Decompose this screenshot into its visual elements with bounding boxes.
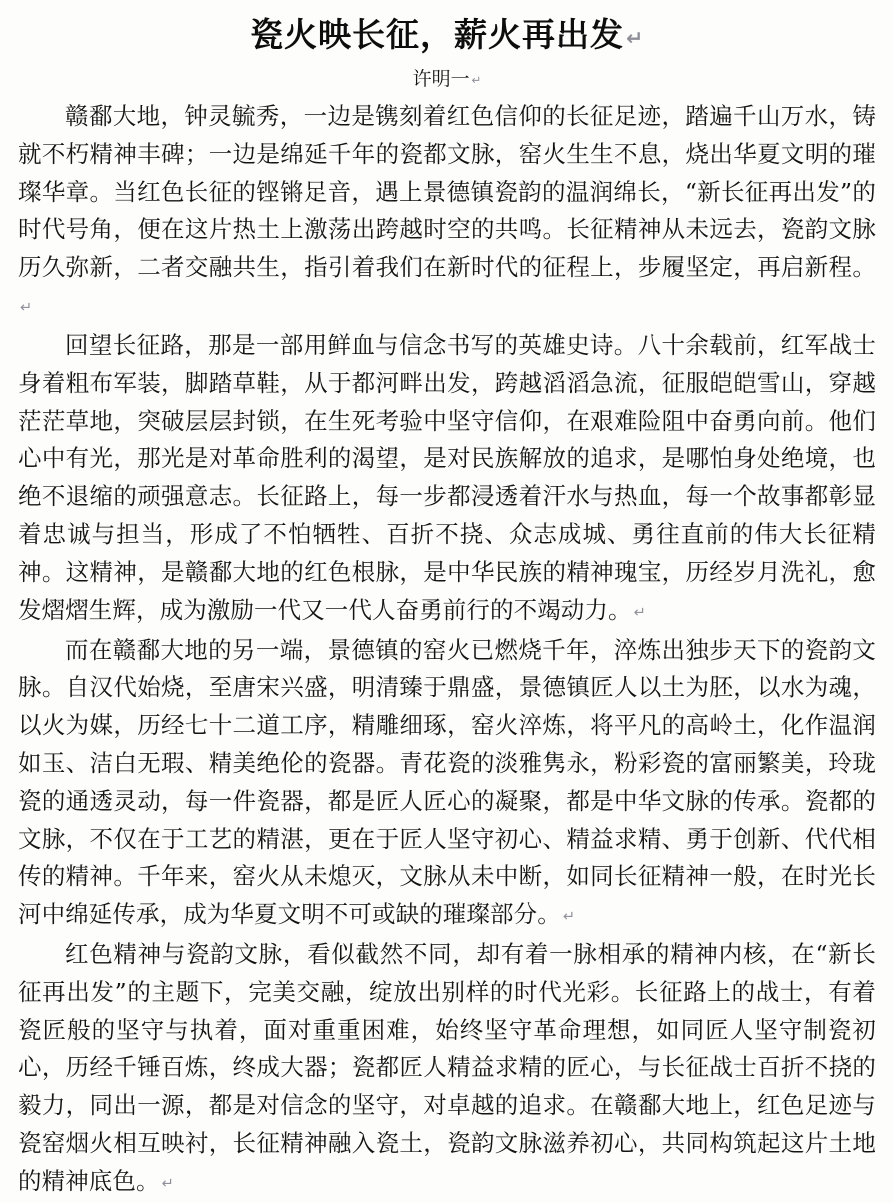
body-paragraph-3-text: 而在赣鄱大地的另一端，景德镇的窑火已燃烧千年，淬炼出独步天下的瓷韵文脉。自汉代始烧，至唐宋兴盛，明清臻于鼎盛，景德镇匠人以土为胚，以水为魂，以火为媒，历经七十二道工序，精雕细琢，窑火淬炼，将平凡的高岭土，化作温润如玉、洁白无瑕、精美绝伦的瓷器。青花瓷的淡雅隽永，粉彩瓷的富丽繁美，玲珑瓷的通透灵动，每一件瓷器，都是匠人匠心的凝聚，都是中华文脉的传承。瓷都的文脉，不仅在于工艺的精湛，更在于匠人坚守初心、精益求精、勇于创新、代代相传的精神。千年来，窑火从未熄灭，文脉从未中断，如同长征精神一般，在时光长河中绵延传承，成为华夏文明不可或缺的璀璨部分。 — [18, 635, 876, 929]
body-paragraph-2 — [18, 327, 876, 632]
paragraph-mark-icon: ↵ — [471, 73, 482, 88]
paragraph-mark-icon: ↵ — [562, 908, 576, 926]
page-title-text: 瓷火映长征，薪火再出发 — [249, 15, 624, 54]
paragraph-mark-icon: ↵ — [633, 603, 646, 621]
body-paragraph-4 — [18, 936, 876, 1203]
body-paragraph-1-text: 赣鄱大地，钟灵毓秀，一边是镌刻着红色信仰的长征足迹，踏遍千山万水，铸就不朽精神丰碑；一边是绵延千年的瓷都文脉，窑火生生不息，烧出华夏文明的璀璨华章。当红色长征的铿锵足音，遇上景德镇瓷韵的温润绵长，“新长征再出发”的时代号角，便在这片热土上激荡出跨越时空的共鸣。长征精神从未远去，瓷韵文脉历久弥新，二者交融共生，指引着我们在新时代的征程上，步履坚定，再启新程。 — [18, 102, 876, 282]
paragraph-mark-icon: ↵ — [20, 299, 33, 317]
body-paragraph-3 — [18, 632, 876, 937]
author-name: 许明一 — [412, 67, 470, 90]
paragraph-mark-icon: ↵ — [161, 1174, 174, 1192]
author-byline — [18, 63, 876, 96]
title-row — [18, 12, 876, 61]
paragraph-mark-icon: ↵ — [625, 25, 645, 50]
body-paragraph-1 — [18, 98, 876, 327]
page-title — [18, 12, 876, 61]
body-paragraph-4-text: 红色精神与瓷韵文脉，看似截然不同，却有着一脉相承的精神内核，在“新长征再出发”的主题下，完美交融，绽放出别样的时代光彩。长征路上的战士，有着瓷匠般的坚守与执着，面对重重困难，始终坚守革命理想，如同匠人坚守制瓷初心，历经千锤百炼，终成大器；瓷都匠人精益求精的匠心，与长征战士百折不挠的毅力，同出一源，都是对信念的坚守，对卓越的追求。在赣鄱大地上，红色足迹与瓷窑烟火相互映衬，长征精神融入瓷土，瓷韵文脉滋养初心，共同构筑起这片土地的精神底色。 — [18, 940, 876, 1195]
body-paragraph-2-text: 回望长征路，那是一部用鲜血与信念书写的英雄史诗。八十余载前，红军战士身着粗布军装，脚踏草鞋，从于都河畔出发，跨越滔滔急流，征服皑皑雪山，穿越茫茫草地，突破层层封锁，在生死考验中坚守信仰，在艰难险阻中奋勇向前。他们心中有光，那光是对革命胜利的渴望，是对民族解放的追求，是哪怕身处绝境，也绝不退缩的顽强意志。长征路上，每一步都浸透着汗水与热血，每一个故事都彰显着忠诚与担当，形成了不怕牺牲、百折不挠、众志成城、勇往直前的伟大长征精神。这精神，是赣鄱大地的红色根脉，是中华民族的精神瑰宝，历经岁月洗礼，愈发熠熠生辉，成为激励一代又一代人奋勇前行的不竭动力。 — [18, 331, 876, 624]
